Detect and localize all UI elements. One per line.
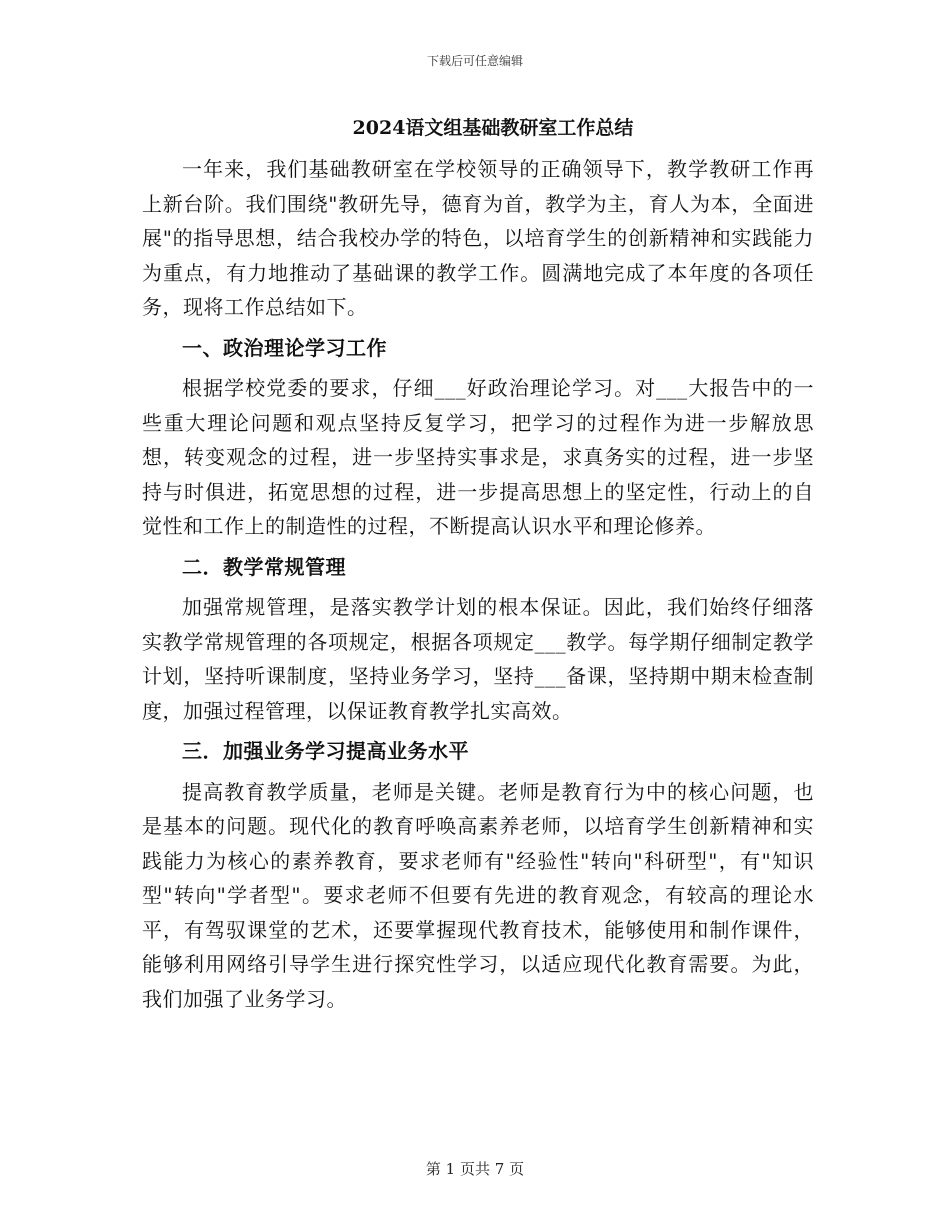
page-header: 下载后可任意编辑 [426,54,523,68]
page-number-footer: 第 1 页共 7 页 [425,1160,525,1178]
intro-paragraph: 一年来，我们基础教研室在学校领导的正确领导下，教学教研工作再上新台阶。我们围绕"教研先导，德育为首，教学为主，育人为本，全面进展"的指导思想，结合我校办学的特色，以培育学生的创新精神和实践能力为重点，有力地推动了基础课的教学工作。圆满地完成了本年度的各项任务，现将工作总结如下。 [142,157,814,319]
document-title: 2024语文组基础教研室工作总结 [352,117,634,139]
section-body-political-study: 根据学校党委的要求，仔细___好政治理论学习。对___大报告中的一些重大理论问题和观点坚持反复学习，把学习的过程作为进一步解放思想，转变观念的过程，进一步坚持实事求是，求真务实的过程，进一步坚持与时俱进，拓宽思想的过程，进一步提高思想上的坚定性，行动上的自觉性和工作上的制造性的过程，不断提高认识水平和理论修养。 [142,376,814,538]
document-body [142,112,814,1016]
section-heading-professional-study: 三．加强业务学习提高业务水平 [182,739,469,763]
section-body-professional-study: 提高教育教学质量，老师是关键。老师是教育行为中的核心问题，也是基本的问题。现代化的教育呼唤高素养老师，以培育学生创新精神和实践能力为核心的素养教育，要求老师有"经验性"转向"科研型"，有"知识型"转向"学者型"。要求老师不但要有先进的教育观念，有较高的理论水平，有驾驭课堂的艺术，还要掌握现代教育技术，能够使用和制作课件，能够利用网络引导学生进行探究性学习，以适应现代化教育需要。为此，我们加强了业务学习。 [142,779,814,1011]
section-body-teaching-routine: 加强常规管理，是落实教学计划的根本保证。因此，我们始终仔细落实教学常规管理的各项规定，根据各项规定___教学。每学期仔细制定教学计划，坚持听课制度，坚持业务学习，坚持___备课，坚持期中期末检查制度，加强过程管理，以保证教育教学扎实高效。 [142,595,814,723]
section-heading-teaching-routine: 二．教学常规管理 [182,554,346,579]
section-heading-political-study: 一、政治理论学习工作 [182,335,387,360]
